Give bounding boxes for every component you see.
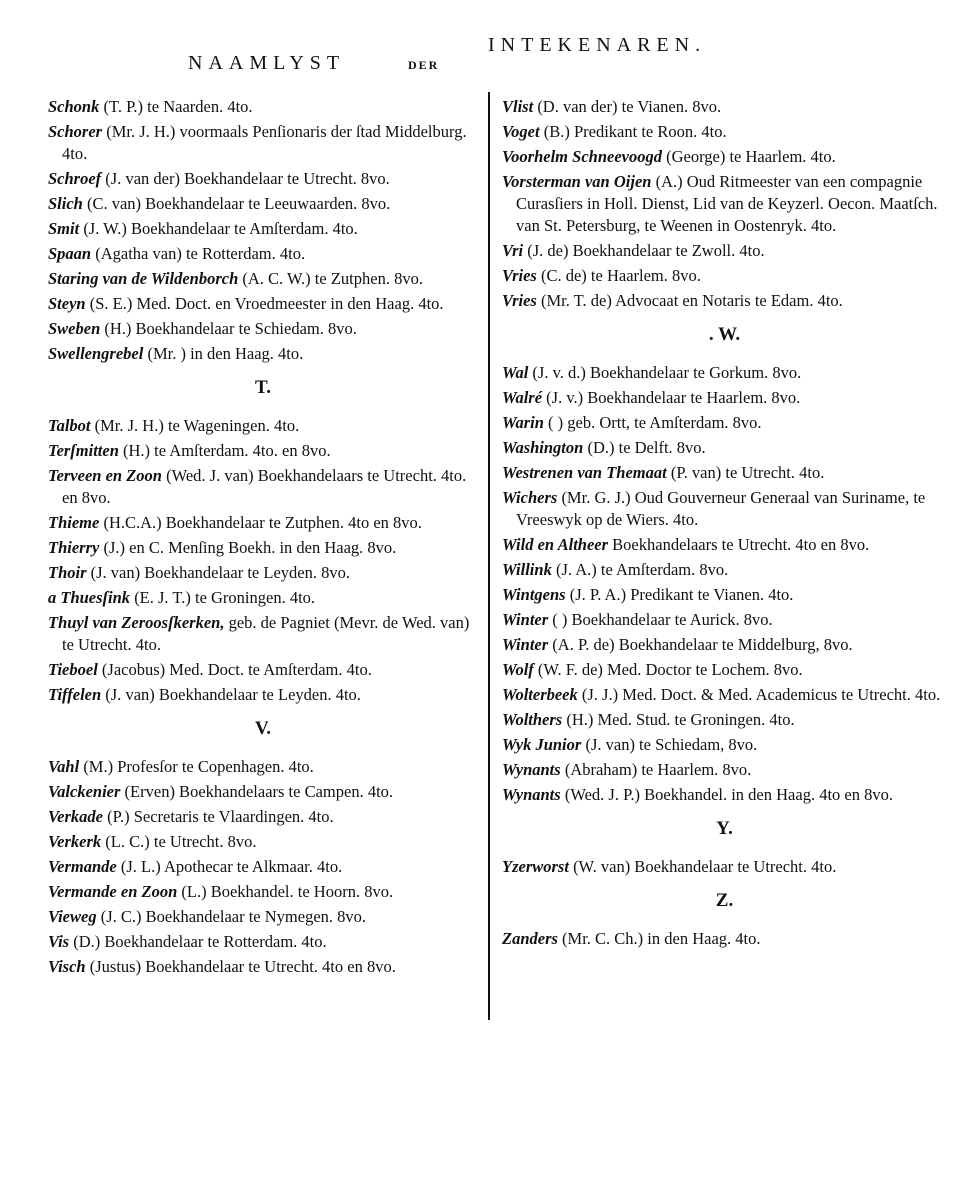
entry-name: Wal: [502, 363, 529, 382]
entry-name: Staring van de Wildenborch: [48, 269, 239, 288]
list-entry: [48, 856, 478, 878]
entry-name: Voorhelm Schneevoogd: [502, 147, 662, 166]
entry-details: (J. van) te Schiedam, 8vo.: [585, 735, 758, 754]
list-entry: [48, 931, 478, 953]
list-entry: [502, 928, 947, 950]
entry-name: Wynants: [502, 785, 561, 804]
entry-name: Spaan: [48, 244, 92, 263]
entry-name: Tieboel: [48, 660, 98, 679]
entries-s: [48, 96, 478, 365]
entries-v: [48, 756, 478, 978]
entry-name: Zanders: [502, 929, 558, 948]
entry-details: (L. C.) te Utrecht. 8vo.: [105, 832, 257, 851]
entry-name: Vieweg: [48, 907, 97, 926]
list-entry: [502, 584, 947, 606]
entry-name: Wolthers: [502, 710, 563, 729]
entry-details: (T. P.) te Naarden. 4to.: [103, 97, 253, 116]
list-entry: [502, 784, 947, 806]
entry-name: Verkerk: [48, 832, 102, 851]
entry-name: Yzerworst: [502, 857, 569, 876]
entry-details: (W. F. de) Med. Doctor te Lochem. 8vo.: [537, 660, 803, 679]
entry-name: Winter: [502, 610, 549, 629]
list-entry: [48, 415, 478, 437]
entry-name: Westrenen van Themaat: [502, 463, 667, 482]
list-entry: [48, 612, 478, 656]
entry-name: Verkade: [48, 807, 103, 826]
entry-details: (B.) Predikant te Roon. 4to.: [543, 122, 727, 141]
right-column: [502, 96, 947, 953]
list-entry: [502, 362, 947, 384]
list-entry: [48, 684, 478, 706]
entry-details: (Wed. J. van) Boekhandelaars te Utrecht. 4to. en 8vo.: [62, 466, 467, 507]
entry-name: Schorer: [48, 122, 103, 141]
entry-details: (Mr. J. H.) te Wageningen. 4to.: [94, 416, 300, 435]
entry-name: Schonk: [48, 97, 100, 116]
entry-name: Visch: [48, 957, 86, 976]
list-entry: [502, 121, 947, 143]
entry-details: (Justus) Boekhandelaar te Utrecht. 4to en 8vo.: [89, 957, 396, 976]
list-entry: [502, 290, 947, 312]
entry-details: (Agatha van) te Rotterdam. 4to.: [95, 244, 306, 263]
list-entry: [502, 534, 947, 556]
entry-details: (P.) Secretaris te Vlaardingen. 4to.: [107, 807, 334, 826]
entry-details: (M.) Profesſor te Copenhagen. 4to.: [83, 757, 314, 776]
entry-details: (Wed. J. P.) Boekhandel. in den Haag. 4to en 8vo.: [564, 785, 893, 804]
entry-name: Washington: [502, 438, 584, 457]
column-divider: [488, 92, 490, 1020]
list-entry: [502, 759, 947, 781]
entry-details: (Mr. T. de) Advocaat en Notaris te Edam. 4to.: [540, 291, 843, 310]
entry-details: (D.) te Delft. 8vo.: [587, 438, 706, 457]
page-title: [0, 30, 974, 80]
entries-t: [48, 415, 478, 706]
entry-name: Wolterbeek: [502, 685, 578, 704]
entry-details: (J. W.) Boekhandelaar te Amſterdam. 4to.: [83, 219, 358, 238]
entry-details: (J. v. d.) Boekhandelaar te Gorkum. 8vo.: [532, 363, 802, 382]
entry-details: (Mr. ) in den Haag. 4to.: [147, 344, 304, 363]
entry-details: (J. van) Boekhandelaar te Leyden. 4to.: [105, 685, 361, 704]
title-part-naamlyst: NAAMLYST: [188, 52, 346, 74]
entry-details: (J. L.) Apothecar te Alkmaar. 4to.: [120, 857, 343, 876]
list-entry: [48, 659, 478, 681]
entry-name: a Thuesſink: [48, 588, 131, 607]
entry-name: Voget: [502, 122, 540, 141]
entries-z: [502, 928, 947, 950]
list-entry: [48, 906, 478, 928]
entry-details: (J.) en C. Menſing Boekh. in den Haag. 8vo.: [103, 538, 397, 557]
section-heading-v: V.: [254, 718, 272, 739]
entry-name: Wild en Altheer: [502, 535, 609, 554]
entry-name: Wintgens: [502, 585, 566, 604]
entry-details: (J. A.) te Amſterdam. 8vo.: [555, 560, 729, 579]
entry-name: Vri: [502, 241, 524, 260]
entry-details: (S. E.) Med. Doct. en Vroedmeester in den Haag. 4to.: [89, 294, 444, 313]
list-entry: [48, 440, 478, 462]
list-entry: [48, 831, 478, 853]
list-entry: [502, 462, 947, 484]
entry-details: (J. van der) Boekhandelaar te Utrecht. 8vo.: [105, 169, 390, 188]
list-entry: [48, 881, 478, 903]
list-entry: [48, 343, 478, 365]
entry-name: Wynants: [502, 760, 561, 779]
entry-name: Winter: [502, 635, 549, 654]
entries-v-continued: [502, 96, 947, 312]
entry-name: Schroef: [48, 169, 102, 188]
entry-details: (D. van der) te Vianen. 8vo.: [537, 97, 722, 116]
entry-name: Tiffelen: [48, 685, 102, 704]
list-entry: [48, 956, 478, 978]
section-heading-y: Y.: [716, 818, 733, 839]
entry-name: Talbot: [48, 416, 91, 435]
entry-name: Vermande en Zoon: [48, 882, 178, 901]
list-entry: [48, 96, 478, 118]
list-entry: [502, 634, 947, 656]
entry-name: Terveen en Zoon: [48, 466, 162, 485]
entry-details: (D.) Boekhandelaar te Rotterdam. 4to.: [73, 932, 327, 951]
entry-name: Walré: [502, 388, 543, 407]
entry-details: (H.) Med. Stud. te Groningen. 4to.: [566, 710, 795, 729]
list-entry: [48, 562, 478, 584]
entry-name: Warin: [502, 413, 544, 432]
list-entry: [48, 121, 478, 165]
left-column: [48, 96, 478, 981]
title-part-der: DER: [408, 58, 440, 72]
entry-name: Vis: [48, 932, 70, 951]
list-entry: [502, 684, 947, 706]
entry-details: ( ) geb. Ortt, te Amſterdam. 8vo.: [548, 413, 762, 432]
entry-name: Thierry: [48, 538, 100, 557]
list-entry: [48, 293, 478, 315]
entry-name: Slich: [48, 194, 83, 213]
entry-details: (J. C.) Boekhandelaar te Nymegen. 8vo.: [100, 907, 367, 926]
entry-details: (A. C. W.) te Zutphen. 8vo.: [242, 269, 423, 288]
entries-w: [502, 362, 947, 806]
entry-details: (Mr. G. J.) Oud Gouverneur Generaal van Suriname, te Vreeswyk op de Wiers. 4to.: [516, 488, 926, 529]
entry-name: Terſmitten: [48, 441, 119, 460]
entry-details: (A. P. de) Boekhandelaar te Middelburg, 8vo.: [552, 635, 853, 654]
entry-details: (H.) te Amſterdam. 4to. en 8vo.: [123, 441, 331, 460]
entry-name: Steyn: [48, 294, 86, 313]
entry-name: Wolf: [502, 660, 534, 679]
entry-name: Thoir: [48, 563, 87, 582]
list-entry: [502, 412, 947, 434]
list-entry: [502, 265, 947, 287]
list-entry: [48, 243, 478, 265]
entry-name: Swellengrebel: [48, 344, 144, 363]
entry-name: Vlist: [502, 97, 534, 116]
list-entry: [48, 168, 478, 190]
entry-details: (J. de) Boekhandelaar te Zwoll. 4to.: [527, 241, 765, 260]
title-part-intekenaren: INTEKENAREN.: [488, 34, 707, 56]
entry-details: geb. de Pagniet (Mevr. de Wed. van) te Utrecht. 4to.: [62, 613, 470, 654]
list-entry: [48, 193, 478, 215]
entry-name: Valckenier: [48, 782, 121, 801]
list-entry: [48, 756, 478, 778]
entry-details: (L.) Boekhandel. te Hoorn. 8vo.: [181, 882, 394, 901]
section-heading-z: Z.: [715, 890, 734, 911]
entry-details: (Mr. C. Ch.) in den Haag. 4to.: [562, 929, 761, 948]
entry-name: Vries: [502, 291, 537, 310]
list-entry: [502, 487, 947, 531]
entries-y: [502, 856, 947, 878]
list-entry: [502, 709, 947, 731]
list-entry: [502, 171, 947, 237]
entry-details: ( ) Boekhandelaar te Aurick. 8vo.: [552, 610, 773, 629]
list-entry: [48, 465, 478, 509]
entry-name: Vermande: [48, 857, 117, 876]
entry-name: Smit: [48, 219, 80, 238]
entry-details: (George) te Haarlem. 4to.: [666, 147, 836, 166]
list-entry: [502, 609, 947, 631]
entry-details: (H.) Boekhandelaar te Schiedam. 8vo.: [104, 319, 357, 338]
entry-details: (A.) Oud Ritmeester van een compagnie Curasſiers in Holl. Dienst, Lid van de Keyzerl. Oecon. Maatſch. van St. Petersburg, te Weenen in Oostenryk. 4to.: [516, 172, 938, 235]
list-entry: [48, 587, 478, 609]
list-entry: [48, 268, 478, 290]
entry-name: Thieme: [48, 513, 100, 532]
entry-details: (P. van) te Utrecht. 4to.: [670, 463, 825, 482]
entry-details: (Abraham) te Haarlem. 8vo.: [564, 760, 752, 779]
entry-details: (Jacobus) Med. Doct. te Amſterdam. 4to.: [101, 660, 372, 679]
entry-name: Vorsterman van Oijen: [502, 172, 652, 191]
entry-details: (J. v.) Boekhandelaar te Haarlem. 8vo.: [546, 388, 801, 407]
entry-details: (H.C.A.) Boekhandelaar te Zutphen. 4to en 8vo.: [103, 513, 422, 532]
list-entry: [502, 146, 947, 168]
entry-details: (E. J. T.) te Groningen. 4to.: [134, 588, 316, 607]
section-heading-t: T.: [254, 377, 271, 398]
list-entry: [48, 806, 478, 828]
entry-details: Boekhandelaars te Utrecht. 4to en 8vo.: [612, 535, 870, 554]
list-entry: [502, 437, 947, 459]
entry-details: (C. de) te Haarlem. 8vo.: [540, 266, 701, 285]
entry-details: (Mr. J. H.) voormaals Penſionaris der ſtad Middelburg. 4to.: [62, 122, 467, 163]
list-entry: [48, 218, 478, 240]
entry-name: Wyk Junior: [502, 735, 582, 754]
list-entry: [502, 387, 947, 409]
list-entry: [502, 240, 947, 262]
list-entry: [48, 781, 478, 803]
entry-name: Vries: [502, 266, 537, 285]
entry-details: (Erven) Boekhandelaars te Campen. 4to.: [124, 782, 394, 801]
list-entry: [502, 659, 947, 681]
entry-name: Sweben: [48, 319, 101, 338]
list-entry: [48, 537, 478, 559]
entry-name: Willink: [502, 560, 552, 579]
list-entry: [502, 734, 947, 756]
section-heading-w: . W.: [708, 324, 741, 345]
entry-details: (J. van) Boekhandelaar te Leyden. 8vo.: [90, 563, 350, 582]
entry-details: (J. P. A.) Predikant te Vianen. 4to.: [569, 585, 794, 604]
list-entry: [502, 856, 947, 878]
entry-name: Wichers: [502, 488, 558, 507]
entry-name: Vahl: [48, 757, 80, 776]
list-entry: [502, 96, 947, 118]
entry-details: (C. van) Boekhandelaar te Leeuwaarden. 8vo.: [86, 194, 391, 213]
list-entry: [48, 318, 478, 340]
list-entry: [502, 559, 947, 581]
entry-details: (J. J.) Med. Doct. & Med. Academicus te Utrecht. 4to.: [581, 685, 941, 704]
entry-name: Thuyl van Zeroosſkerken,: [48, 613, 225, 632]
entry-details: (W. van) Boekhandelaar te Utrecht. 4to.: [573, 857, 837, 876]
list-entry: [48, 512, 478, 534]
